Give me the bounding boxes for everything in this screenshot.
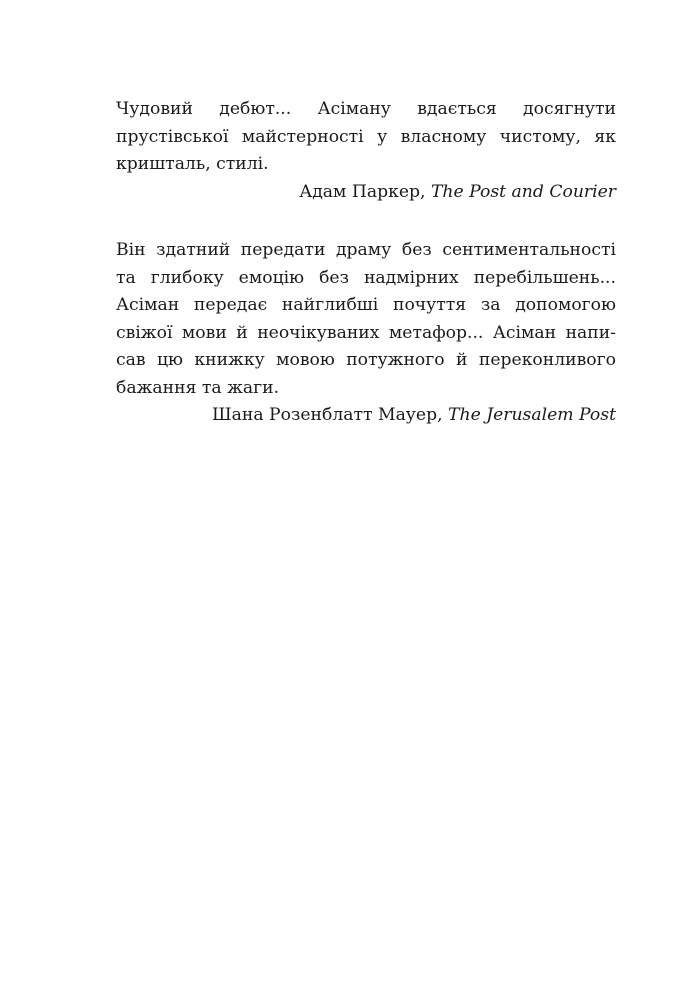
attribution-source: The Post and Courier [430, 181, 616, 202]
attribution-author: Адам Паркер, [299, 181, 431, 202]
quote-line: бажання та жаги. [116, 377, 280, 398]
quote-attribution [116, 402, 616, 430]
quote-line: прустівської майстерності у власному чистому, як [116, 126, 616, 147]
quote-line: Чудовий дебют... Асіману вдається досягнути [116, 99, 616, 119]
quote-line: та глибоку емоцію без надмірних перебільшень... [116, 267, 616, 288]
quote-attribution [116, 179, 616, 207]
quote-line: кришталь, стилі. [116, 154, 269, 174]
review-quote-2 [116, 237, 616, 430]
attribution-author: Шана Розенблатт Мауер, [212, 405, 449, 425]
review-quote-1 [116, 96, 616, 206]
quote-line: Він здатний передати драму без сентиментальності [116, 240, 616, 260]
attribution-source: The Jerusalem Post [448, 405, 616, 425]
book-page [116, 96, 616, 430]
quote-line: сав цю книжку мовою потужного й переконливого [116, 350, 616, 370]
quote-line: Асіман передає найглибші почуття за допомогою [116, 295, 616, 315]
quote-text [116, 96, 616, 179]
quote-text [116, 237, 616, 402]
quote-line: свіжої мови й неочікуваних метафор... Асіман напи- [116, 322, 616, 343]
